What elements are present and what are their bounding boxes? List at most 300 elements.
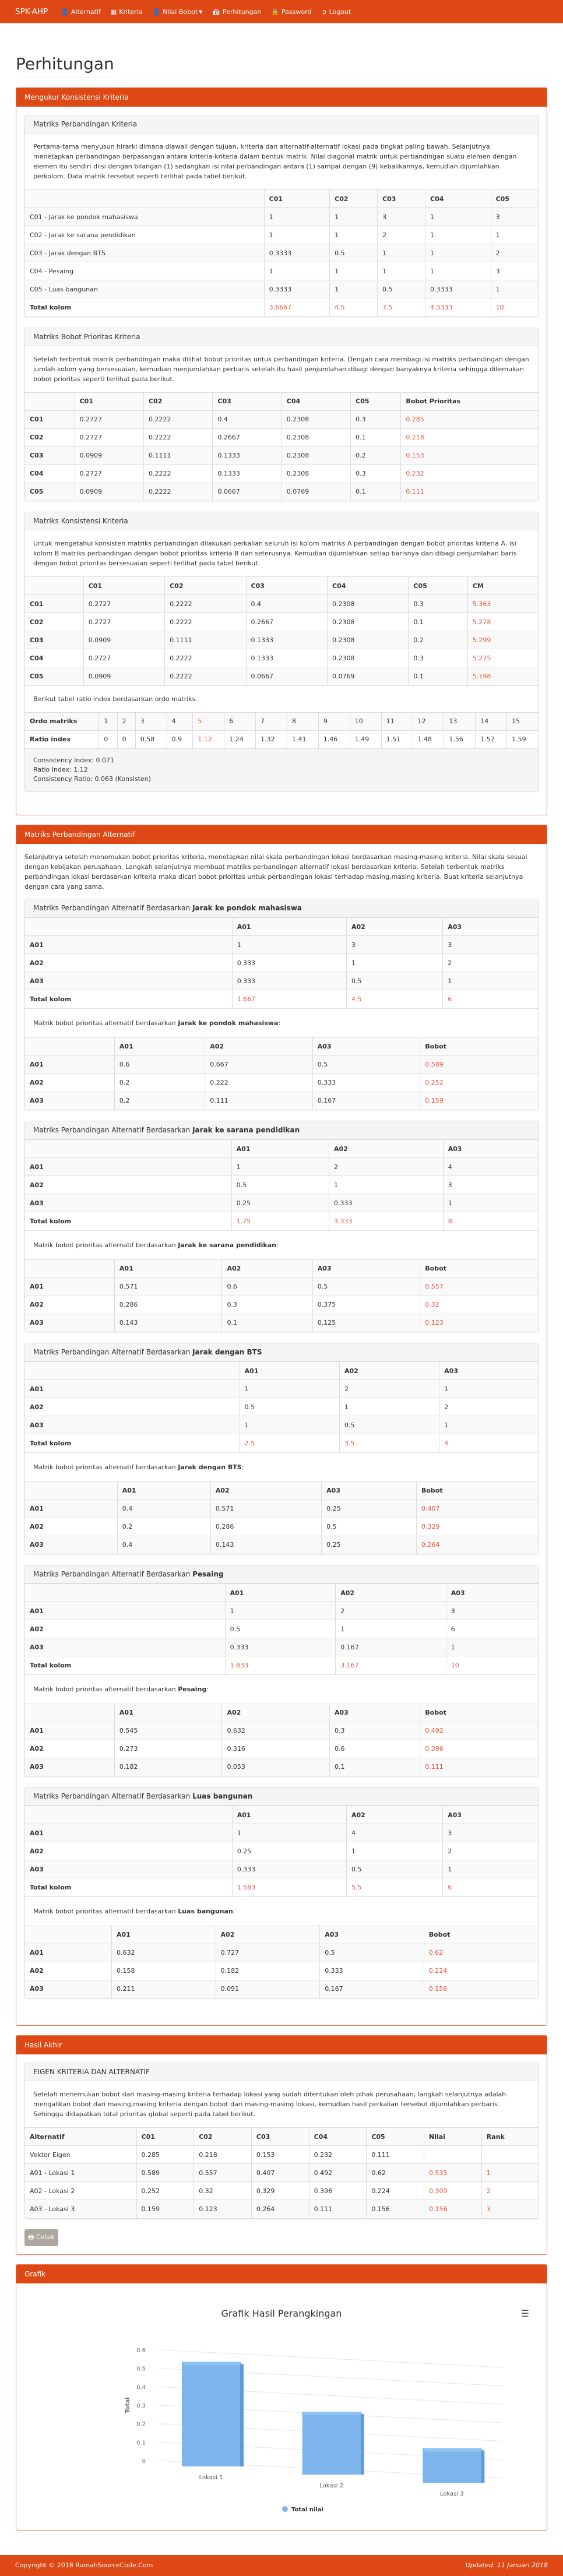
table-cell: 0.3: [409, 595, 467, 613]
table-cell: 3: [443, 936, 538, 954]
ri-cell: 0: [99, 730, 117, 748]
ri-cell: 0.58: [135, 730, 167, 748]
nav-item-alternatif[interactable]: [61, 8, 101, 16]
table-cell: 0.333: [312, 1074, 420, 1092]
alternative-matrix: [25, 1361, 538, 1452]
total-label: Total kolom: [25, 298, 264, 316]
priority-value: 0.396: [420, 1740, 538, 1758]
table-row: [25, 1055, 538, 1074]
table-cell: 1: [329, 1176, 444, 1194]
column-header: A01: [114, 1037, 205, 1055]
table-cell: 2: [439, 1398, 538, 1416]
y-tick-label: 0.3: [136, 2402, 146, 2409]
total-row: [25, 1434, 538, 1452]
table-cell: 0.1: [409, 667, 467, 685]
bar-top: [182, 2362, 244, 2365]
table-cell: 0.329: [251, 2182, 309, 2200]
table-cell: 0.0909: [75, 483, 143, 501]
table-cell: 3: [491, 208, 538, 226]
chart-container: [24, 2292, 539, 2522]
column-header: A02: [222, 1259, 312, 1278]
table-header-row: [25, 918, 538, 936]
column-header: CM: [467, 577, 538, 595]
rank-value: 3: [481, 2200, 538, 2218]
total-value: 4.5: [330, 298, 378, 316]
priority-value: 0.492: [420, 1722, 538, 1740]
table-cell: 0.2727: [75, 464, 143, 483]
ri-row: [25, 730, 538, 748]
table-cell: 0.2: [351, 446, 401, 464]
table-cell: 0.2727: [83, 595, 164, 613]
total-label: Total kolom: [25, 990, 232, 1008]
table-cell: 0.62: [367, 2164, 424, 2182]
total-label: Total kolom: [25, 1434, 240, 1452]
table-cell: 0.3333: [264, 280, 330, 298]
table-cell: 0.1: [351, 428, 401, 446]
row-label: C03 - Jarak dengan BTS: [25, 244, 264, 262]
nav-label: Logout: [329, 8, 351, 16]
ri-cell: 0.9: [167, 730, 193, 748]
table-cell: 2: [329, 1158, 444, 1176]
rank-value: 1: [481, 2164, 538, 2182]
total-value: 3.167: [336, 1656, 446, 1674]
column-header: Bobot: [416, 1481, 538, 1500]
column-header: Alternatif: [25, 2128, 136, 2146]
table-row: [25, 1194, 538, 1212]
table-cell: 0.1333: [246, 631, 327, 649]
row-label: C03: [25, 446, 75, 464]
total-value: 3.5: [339, 1434, 439, 1452]
ri-label: Ratio index: [25, 730, 99, 748]
column-header: A02: [339, 1362, 439, 1380]
description-text: Selanjutnya setelah menemukan bobot prioritas kriteria, menetapkan nilai skala perbandingan lokasi berdasarkan masing-masing kriteria. Nilai skala sesuai dengan kebijakan perusahaan. Langkah selanjutnya membuat matriks perbandingan alternatif lokasi berdasarkan kriteria. Setelah terbentuk matriks perbandingan lokasi berdasarkan kriteria maka dicari bobot prioritas untuk perbandingan lokasi terhadap masing,masing kriteria. Buat kriteria selanjutnya dengan cara yang sama.: [24, 853, 527, 891]
priority-value: 0.156: [424, 1980, 538, 1998]
bobot-caption: Matrik bobot prioritas alternatif berdasarkan Luas bangunan:: [25, 1896, 538, 1926]
ordo-cell: 9: [318, 712, 350, 730]
table-cell: 0.2222: [165, 649, 246, 667]
table-cell: 0.2308: [282, 410, 350, 428]
table-row: [25, 1296, 538, 1314]
criterion-name: Jarak ke sarana pendidikan: [192, 1126, 300, 1134]
consistency-summary: [25, 748, 538, 791]
table-cell: 1: [439, 1380, 538, 1398]
table-cell: 0.632: [112, 1944, 216, 1962]
copyright-text: Copyright © 2018 RumahSourceCode.Com: [15, 2561, 153, 2569]
nav-item-logout[interactable]: [321, 8, 351, 16]
x-tick-label: Lokasi 2: [319, 2482, 344, 2489]
ri-cell: 1.49: [350, 730, 381, 748]
title-prefix: Matriks Perbandingan Alternatif Berdasarkan: [33, 1126, 193, 1134]
table-cell: 0.125: [312, 1314, 420, 1332]
bobot-caption: Matrik bobot prioritas alternatif berdasarkan Jarak dengan BTS:: [25, 1452, 538, 1481]
column-header: C04: [309, 2128, 367, 2146]
consistency-table: [25, 576, 538, 685]
bar: [302, 2412, 361, 2475]
table-cell: 1: [264, 208, 330, 226]
y-tick-label: 0: [142, 2458, 146, 2465]
column-header: C02: [330, 190, 378, 208]
ordo-cell: 10: [350, 712, 381, 730]
ordo-cell: 2: [117, 712, 135, 730]
table-row: [25, 410, 538, 428]
column-header: A02: [336, 1584, 446, 1602]
table-row: [25, 280, 538, 298]
table-cell: 1: [443, 972, 538, 990]
ri-cell: 1.56: [444, 730, 476, 748]
sub-title: EIGEN KRITERIA DAN ALTERNATIF: [33, 2068, 150, 2076]
table-cell: 0.333: [232, 954, 346, 972]
column-header: Bobot: [420, 1259, 538, 1278]
ri-cell: 1.24: [224, 730, 256, 748]
table-cell: 0.333: [232, 972, 346, 990]
table-cell: 0.6: [114, 1055, 205, 1074]
total-value: 4.5: [347, 990, 443, 1008]
matriks-konsistensi: [24, 512, 539, 791]
table-cell: 0.123: [194, 2200, 252, 2218]
table-row: [25, 595, 538, 613]
ordo-cell: 8: [287, 712, 319, 730]
sub-panel-heading: [25, 1565, 538, 1583]
column-header: A02: [347, 1806, 443, 1824]
priority-value: 0.329: [416, 1518, 538, 1536]
caret-down-icon: ▼: [199, 9, 203, 15]
table-cell: 0.1111: [165, 631, 246, 649]
total-label: Total kolom: [25, 1878, 232, 1896]
table-cell: 1: [443, 1194, 538, 1212]
table-cell: 0.333: [232, 1860, 346, 1878]
print-label: Cetak: [36, 2233, 55, 2241]
ri-cell: 1.57: [476, 730, 507, 748]
table-row: [25, 1314, 538, 1332]
column-header: A01: [114, 1704, 222, 1722]
x-tick-label: Lokasi 1: [199, 2474, 223, 2481]
panel-heading: Matriks Perbandingan Alternatif: [16, 825, 547, 844]
column-header: A01: [225, 1584, 336, 1602]
table-cell: 0.2: [409, 631, 467, 649]
matriks-bobot-prioritas: [24, 328, 539, 502]
ri-cell: 0: [117, 730, 135, 748]
table-row: [25, 2200, 538, 2218]
table-cell: 1: [439, 1416, 538, 1434]
column-header: [25, 1926, 112, 1944]
row-label: C05 - Luas bangunan: [25, 280, 264, 298]
criterion-name: Luas bangunan: [192, 1792, 253, 1800]
row-label: A02: [25, 1074, 114, 1092]
row-label: A03: [25, 1536, 117, 1554]
table-cell: 1: [264, 226, 330, 244]
table-cell: 0.143: [114, 1314, 222, 1332]
table-row: [25, 464, 538, 483]
column-header: A03: [320, 1926, 424, 1944]
total-value: 1.75: [231, 1212, 329, 1230]
column-header: Bobot: [424, 1926, 538, 1944]
table-cell: 1: [378, 262, 425, 280]
table-cell: 0.2308: [282, 464, 350, 483]
table-cell: 1: [339, 1398, 439, 1416]
row-label: C01: [25, 595, 83, 613]
table-header-row: [25, 1362, 538, 1380]
table-cell: 3: [446, 1602, 538, 1620]
table-header-row: [25, 392, 538, 410]
table-cell: 0.286: [210, 1518, 321, 1536]
nav-item-perhitungan[interactable]: [212, 8, 261, 16]
table-cell: 0.2667: [246, 613, 327, 631]
table-cell: 0.632: [222, 1722, 330, 1740]
row-label: A01: [25, 1602, 225, 1620]
table-cell: 1: [231, 1158, 329, 1176]
table-row: [25, 1500, 538, 1518]
criterion-name: Pesaing: [192, 1570, 224, 1578]
table-cell: 0.5: [339, 1416, 439, 1434]
table-cell: 0.25: [231, 1194, 329, 1212]
row-label: C05: [25, 483, 75, 501]
sub-title: Matriks Konsistensi Kriteria: [33, 517, 128, 525]
row-label: A02 - Lokasi 2: [25, 2182, 136, 2200]
table-cell: 0.2222: [165, 667, 246, 685]
table-cell: 0.2222: [143, 428, 212, 446]
column-header: A03: [312, 1259, 420, 1278]
table-row: [25, 1824, 538, 1842]
table-row: [25, 1842, 538, 1860]
row-label: A01 - Lokasi 1: [25, 2164, 136, 2182]
nilai-value: 0.156: [424, 2200, 482, 2218]
table-cell: 1: [443, 1860, 538, 1878]
priority-value: 0.159: [420, 1092, 538, 1110]
y-axis-label: Total: [125, 2396, 131, 2413]
table-row: [25, 1416, 538, 1434]
table-cell: 0.4: [117, 1500, 210, 1518]
column-header: C01: [136, 2128, 194, 2146]
ri-cell: 1.51: [381, 730, 413, 748]
row-label: C02: [25, 613, 83, 631]
table-cell: 0.375: [312, 1296, 420, 1314]
ordo-cell: 4: [167, 712, 193, 730]
table-header-row: [25, 1481, 538, 1500]
table-cell: 0.143: [210, 1536, 321, 1554]
panel-heading: Mengukur Konsistensi Kriteria: [16, 88, 547, 107]
column-header: A03: [446, 1584, 538, 1602]
sub-title: Matriks Perbandingan Kriteria: [33, 120, 138, 128]
table-row: [25, 1518, 538, 1536]
table-row: [25, 1278, 538, 1296]
priority-value: 0.111: [420, 1758, 538, 1776]
table-cell: 2: [378, 226, 425, 244]
table-cell: 0.589: [136, 2164, 194, 2182]
table-cell: 1: [336, 1620, 446, 1638]
priority-value: 5.278: [467, 613, 538, 631]
footer: [0, 2555, 563, 2576]
table-cell: 0.5: [240, 1398, 339, 1416]
column-header: A03: [312, 1037, 420, 1055]
caption-prefix: Matrik bobot prioritas alternatif berdasarkan: [33, 1241, 178, 1249]
table-cell: 0.211: [112, 1980, 216, 1998]
alternative-priority-table: [25, 1259, 538, 1332]
nav-label: Password: [282, 8, 312, 16]
grid-icon: ▦: [110, 8, 117, 16]
table-cell: 1: [446, 1638, 538, 1656]
ordo-cell: 15: [507, 712, 538, 730]
nilai-value: 0.535: [424, 2164, 482, 2182]
table-cell: 0.492: [309, 2164, 367, 2182]
column-header: [25, 1362, 240, 1380]
table-row: [25, 483, 538, 501]
column-header: C04: [327, 577, 408, 595]
ordo-cell: 5: [193, 712, 224, 730]
title-prefix: Matriks Perbandingan Alternatif Berdasarkan: [33, 904, 193, 912]
table-cell: 0.158: [112, 1962, 216, 1980]
alternative-matrix: [25, 917, 538, 1008]
column-header: C04: [425, 190, 491, 208]
summary-line: Ratio Index: 1.12: [33, 766, 88, 773]
alternative-matrix: [25, 1806, 538, 1896]
table-cell: 0.2308: [282, 446, 350, 464]
table-cell: 1: [225, 1602, 336, 1620]
priority-value: 0.252: [420, 1074, 538, 1092]
table-row: [25, 446, 538, 464]
table-row: [25, 1740, 538, 1758]
priority-value: 0.62: [424, 1944, 538, 1962]
table-cell: 0.159: [136, 2200, 194, 2218]
total-value: 10: [491, 298, 538, 316]
column-header: A03: [329, 1704, 420, 1722]
table-cell: 0.2727: [75, 428, 143, 446]
table-header-row: [25, 1259, 538, 1278]
alternative-priority-table: [25, 1926, 538, 1998]
total-label: Total kolom: [25, 1212, 231, 1230]
nilai-value: 0.309: [424, 2182, 482, 2200]
row-label: A03: [25, 1092, 114, 1110]
ratio-index-table: [25, 712, 538, 749]
column-header: C02: [194, 2128, 252, 2146]
column-header: C05: [409, 577, 467, 595]
table-cell: 0.6: [222, 1278, 312, 1296]
column-header: [25, 1584, 225, 1602]
table-cell: 0.3333: [425, 280, 491, 298]
table-cell: 0.0667: [246, 667, 327, 685]
total-value: 7.5: [378, 298, 425, 316]
nav-label: Alternatif: [71, 8, 101, 16]
column-header: [25, 1037, 114, 1055]
table-cell: 0.091: [216, 1980, 320, 1998]
y-tick-label: 0.6: [136, 2347, 146, 2354]
table-cell: 0.333: [329, 1194, 444, 1212]
bobot-caption: Matrik bobot prioritas alternatif berdasarkan Jarak ke pondok mahasiswa:: [25, 1008, 538, 1037]
criterion-name: Pesaing: [178, 1685, 207, 1693]
table-cell: 0.32: [194, 2182, 252, 2200]
row-label: A02: [25, 1398, 240, 1416]
table-cell: 0.2: [114, 1092, 205, 1110]
column-header: [25, 1481, 117, 1500]
table-cell: 2: [491, 244, 538, 262]
table-cell: 0.0909: [75, 446, 143, 464]
table-cell: 0.5: [322, 1518, 417, 1536]
total-value: 4: [439, 1434, 538, 1452]
row-label: A01: [25, 1722, 114, 1740]
caption-prefix: Matrik bobot prioritas alternatif berdasarkan: [33, 1685, 178, 1693]
table-row: [25, 667, 538, 685]
criterion-name: Jarak dengan BTS: [178, 1463, 242, 1471]
bar-side: [481, 2450, 484, 2482]
row-label: C01 - Jarak ke pondok mahasiswa: [25, 208, 264, 226]
bar: [423, 2448, 481, 2482]
table-cell: 1: [425, 208, 491, 226]
table-cell: 1: [425, 244, 491, 262]
table-row: [25, 1620, 538, 1638]
total-value: 8: [443, 1212, 538, 1230]
table-row: [25, 1176, 538, 1194]
table-cell: 0.333: [320, 1962, 424, 1980]
table-cell: 0.2727: [75, 410, 143, 428]
table-cell: 1: [330, 226, 378, 244]
criterion-name: Jarak dengan BTS: [192, 1348, 262, 1356]
nav-label: Nilai Bobot: [163, 8, 198, 16]
nav-item-password[interactable]: [271, 8, 311, 16]
print-button[interactable]: [24, 2229, 58, 2246]
column-header: A01: [232, 918, 346, 936]
table-cell: 0.153: [251, 2146, 309, 2164]
table-cell: 0.264: [251, 2200, 309, 2218]
alternatif-section: [24, 899, 539, 1110]
table-cell: 0.407: [251, 2164, 309, 2182]
table-cell: 1: [425, 262, 491, 280]
table-cell: 0.396: [309, 2182, 367, 2200]
nav-item-kriteria[interactable]: [111, 8, 143, 16]
table-cell: 0.222: [205, 1074, 313, 1092]
table-cell: 0.5: [312, 1278, 420, 1296]
user-icon: 👤: [61, 8, 69, 16]
column-header: A03: [443, 918, 538, 936]
row-label: A02: [25, 1620, 225, 1638]
table-cell: 0.4: [117, 1536, 210, 1554]
ri-cell: 1.41: [287, 730, 319, 748]
column-header: A01: [117, 1481, 210, 1500]
priority-value: 0.153: [401, 446, 538, 464]
ri-cell: 1.12: [193, 730, 224, 748]
comparison-table: [25, 189, 538, 316]
priority-value: 5.299: [467, 631, 538, 649]
column-header: C01: [75, 392, 143, 410]
table-cell: 0.1111: [143, 446, 212, 464]
table-row: [25, 1092, 538, 1110]
column-header: C03: [251, 2128, 309, 2146]
table-cell: 0.2: [117, 1518, 210, 1536]
column-header: [25, 1704, 114, 1722]
alternative-priority-table: [25, 1481, 538, 1554]
table-cell: 0.5: [347, 972, 443, 990]
row-label: A01: [25, 1824, 232, 1842]
nav-item-nilai-bobot[interactable]: [153, 8, 203, 16]
legend-marker: [282, 2506, 288, 2512]
rank-value: 2: [481, 2182, 538, 2200]
ordo-cell: 3: [135, 712, 167, 730]
row-label: A01: [25, 1055, 114, 1074]
hamburger-menu-icon[interactable]: ☰: [520, 2307, 529, 2319]
table-cell: 0.2308: [327, 649, 408, 667]
row-label: A03: [25, 1638, 225, 1656]
column-header: C04: [282, 392, 350, 410]
brand-link[interactable]: SPK-AHP: [15, 7, 48, 16]
bar-chart: [24, 2327, 537, 2519]
final-result-table: [25, 2127, 538, 2218]
column-header: A03: [439, 1362, 538, 1380]
column-header: A03: [443, 1140, 538, 1158]
bobot-caption: Matrik bobot prioritas alternatif berdasarkan Pesaing:: [25, 1674, 538, 1704]
row-label: A01: [25, 1944, 112, 1962]
priority-value: 0.32: [420, 1296, 538, 1314]
priority-value: 5.363: [467, 595, 538, 613]
table-row: [25, 1158, 538, 1176]
table-row: [25, 2164, 538, 2182]
